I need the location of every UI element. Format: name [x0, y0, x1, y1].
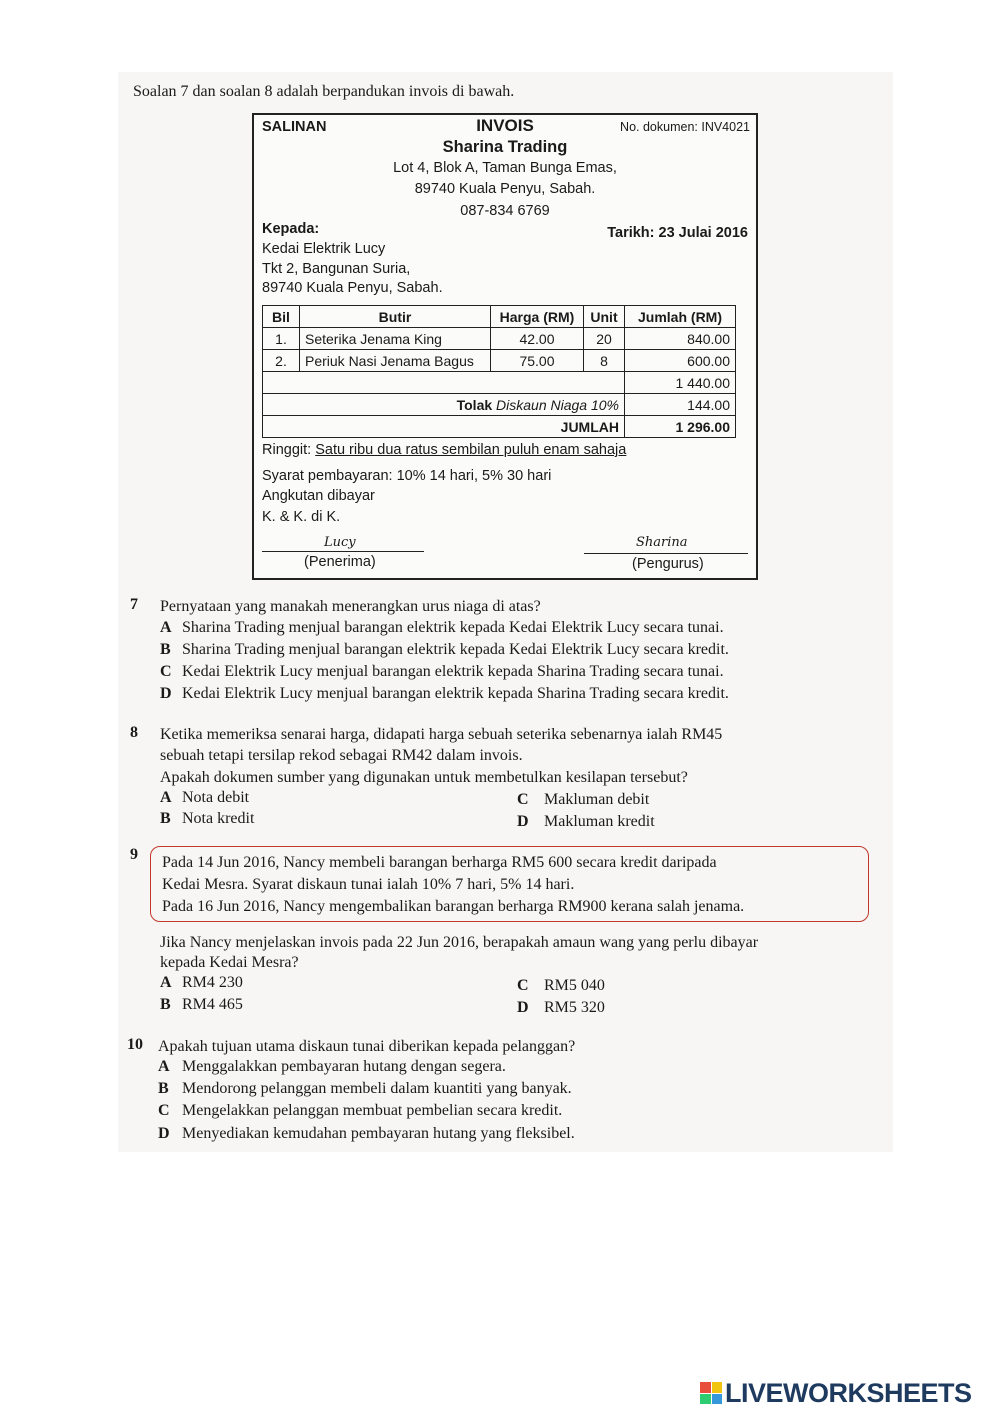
- option-letter: A: [160, 974, 172, 991]
- cell-harga: 42.00: [491, 328, 584, 350]
- address-line: Lot 4, Blok A, Taman Bunga Emas,: [393, 160, 617, 176]
- question-text: sebuah tetapi tersilap rekod sebagai RM42 dalam invois.: [160, 747, 523, 764]
- ringgit-label: Ringgit:: [262, 442, 312, 458]
- total-label: JUMLAH: [263, 416, 625, 438]
- option-text: RM5 320: [544, 999, 605, 1016]
- manager-label: (Pengurus): [632, 556, 704, 572]
- option-letter: B: [160, 641, 171, 658]
- option-text: Nota kredit: [182, 810, 255, 827]
- option[interactable]: [160, 789, 249, 807]
- cell-bil: 1.: [263, 328, 300, 350]
- ringgit-words: Satu ribu dua ratus sembilan puluh enam sahaja: [315, 442, 627, 458]
- logo-square: [712, 1394, 723, 1405]
- option[interactable]: [160, 810, 254, 828]
- cell-butir: Periuk Nasi Jenama Bagus: [300, 350, 491, 372]
- carriage-note: Angkutan dibayar: [262, 488, 375, 504]
- question-text: Apakah dokumen sumber yang digunakan untuk membetulkan kesilapan tersebut?: [160, 769, 688, 786]
- option-letter: C: [160, 663, 172, 680]
- total-row: [263, 416, 736, 438]
- cell-unit: 20: [584, 328, 625, 350]
- document-number: No. dokumen: INV4021: [620, 120, 750, 134]
- option-text: Menggalakkan pembayaran hutang dengan segera.: [182, 1058, 506, 1075]
- option-letter: C: [517, 977, 529, 994]
- option-letter: A: [158, 1058, 170, 1075]
- question-number: 8: [130, 724, 138, 741]
- recipient-line: Tkt 2, Bangunan Suria,: [262, 261, 411, 277]
- option-letter: B: [158, 1080, 169, 1097]
- option[interactable]: [160, 663, 724, 681]
- payment-terms: Syarat pembayaran: 10% 14 hari, 5% 30 hari: [262, 468, 552, 484]
- option-letter: D: [517, 813, 529, 830]
- option-letter: B: [160, 996, 171, 1013]
- logo-square: [700, 1382, 711, 1393]
- option-letter: D: [158, 1125, 170, 1142]
- cell-jumlah: 600.00: [625, 350, 736, 372]
- cell-jumlah: 840.00: [625, 328, 736, 350]
- manager-signature-line: [584, 553, 748, 554]
- recipient-line: 89740 Kuala Penyu, Sabah.: [262, 280, 443, 296]
- option-text: Mendorong pelanggan membeli dalam kuantiti yang banyak.: [182, 1080, 572, 1097]
- discount-label: [263, 394, 625, 416]
- option[interactable]: [158, 1125, 575, 1143]
- receiver-signature: Lucy: [324, 535, 356, 550]
- discount-label-italic: Diskaun Niaga 10%: [496, 396, 619, 413]
- cell-butir: Seterika Jenama King: [300, 328, 491, 350]
- to-label: Kepada:: [262, 221, 320, 237]
- intro-text: Soalan 7 dan soalan 8 adalah berpandukan invois di bawah.: [133, 83, 515, 100]
- option[interactable]: [158, 1080, 572, 1098]
- question-number: 10: [127, 1036, 143, 1053]
- option-text: Kedai Elektrik Lucy menjual barangan elektrik kepada Sharina Trading secara tunai.: [182, 663, 724, 680]
- logo-square: [712, 1382, 723, 1393]
- option[interactable]: [517, 977, 605, 995]
- receiver-signature-line: [262, 551, 424, 552]
- question-text: Apakah tujuan utama diskaun tunai diberikan kepada pelanggan?: [158, 1038, 576, 1055]
- subtotal-value: 1 440.00: [625, 372, 736, 394]
- option-letter: A: [160, 619, 172, 636]
- option-text: RM4 465: [182, 996, 243, 1013]
- liveworksheets-brand[interactable]: [700, 1378, 972, 1408]
- amount-in-words: [262, 442, 626, 458]
- items-table: [262, 305, 736, 438]
- discount-label-bold: Tolak: [456, 396, 493, 413]
- discount-row: [263, 394, 736, 416]
- logo-square: [700, 1394, 711, 1405]
- errors-omissions-note: K. & K. di K.: [262, 509, 341, 525]
- option-text: Mengelakkan pelanggan membuat pembelian secara kredit.: [182, 1102, 563, 1119]
- option-text: Sharina Trading menjual barangan elektrik kepada Kedai Elektrik Lucy secara tunai.: [182, 619, 724, 636]
- question-text: Jika Nancy menjelaskan invois pada 22 Jun 2016, berapakah amaun wang yang perlu dibayar: [160, 934, 759, 951]
- subtotal-label: [263, 372, 625, 394]
- option[interactable]: [158, 1102, 562, 1120]
- option-text: Menyediakan kemudahan pembayaran hutang yang fleksibel.: [182, 1125, 575, 1142]
- option-letter: C: [158, 1102, 170, 1119]
- question-text: kepada Kedai Mesra?: [160, 954, 299, 971]
- option-text: Nota debit: [182, 789, 250, 806]
- address-line: 89740 Kuala Penyu, Sabah.: [414, 181, 596, 197]
- column-header: Bil: [263, 306, 300, 328]
- manager-signature: Sharina: [636, 535, 688, 550]
- table-row: [263, 328, 736, 350]
- option-text: Kedai Elektrik Lucy menjual barangan elektrik kepada Sharina Trading secara kredit.: [182, 685, 729, 702]
- receiver-label: (Penerima): [304, 554, 376, 570]
- option[interactable]: [517, 791, 649, 809]
- option-letter: A: [160, 789, 172, 806]
- discount-value: 144.00: [625, 394, 736, 416]
- question-number: 7: [130, 596, 138, 613]
- cell-harga: 75.00: [491, 350, 584, 372]
- option[interactable]: [517, 999, 605, 1017]
- option-text: RM5 040: [544, 977, 605, 994]
- column-header: Jumlah (RM): [625, 306, 736, 328]
- option-text: Sharina Trading menjual barangan elektrik kepada Kedai Elektrik Lucy secara kredit.: [182, 641, 729, 658]
- question-boxed-text: Pada 14 Jun 2016, Nancy membeli barangan berharga RM5 600 secara kredit daripada: [162, 854, 717, 871]
- option[interactable]: [160, 685, 729, 703]
- column-header: Unit: [584, 306, 625, 328]
- question-boxed-text: Pada 16 Jun 2016, Nancy mengembalikan barangan berharga RM900 kerana salah jenama.: [162, 898, 745, 915]
- option-letter: C: [517, 791, 529, 808]
- option[interactable]: [160, 619, 724, 637]
- recipient-line: Kedai Elektrik Lucy: [262, 241, 386, 257]
- question-boxed-text: Kedai Mesra. Syarat diskaun tunai ialah 10% 7 hari, 5% 14 hari.: [162, 876, 575, 893]
- option[interactable]: [160, 641, 729, 659]
- option-text: RM4 230: [182, 974, 243, 991]
- column-header: Butir: [300, 306, 491, 328]
- option[interactable]: [158, 1058, 506, 1076]
- phone-number: 087-834 6769: [460, 203, 550, 219]
- table-row: [263, 350, 736, 372]
- option[interactable]: [160, 996, 243, 1014]
- company-name: Sharina Trading: [442, 138, 568, 156]
- invoice-date: Tarikh: 23 Julai 2016: [607, 225, 748, 241]
- option-letter: D: [160, 685, 172, 702]
- brand-text: LIVEWORKSHEETS: [725, 1377, 972, 1408]
- option[interactable]: [517, 813, 655, 831]
- total-value: 1 296.00: [625, 416, 736, 438]
- cell-bil: 2.: [263, 350, 300, 372]
- question-text: Pernyataan yang manakah menerangkan urus niaga di atas?: [160, 598, 541, 615]
- option-letter: B: [160, 810, 171, 827]
- table-header-row: [263, 306, 736, 328]
- option-letter: D: [517, 999, 529, 1016]
- cell-unit: 8: [584, 350, 625, 372]
- question-text: Ketika memeriksa senarai harga, didapati harga sebuah seterika sebenarnya ialah RM45: [160, 726, 723, 743]
- column-header: Harga (RM): [491, 306, 584, 328]
- question-number: 9: [130, 846, 138, 863]
- option[interactable]: [160, 974, 243, 992]
- invoice-title: INVOIS: [476, 116, 534, 135]
- option-text: Makluman debit: [544, 791, 650, 808]
- subtotal-row: [263, 372, 736, 394]
- invoice: [252, 113, 758, 580]
- option-text: Makluman kredit: [544, 813, 655, 830]
- liveworksheets-logo-icon: [700, 1382, 722, 1404]
- copy-label: SALINAN: [262, 119, 327, 135]
